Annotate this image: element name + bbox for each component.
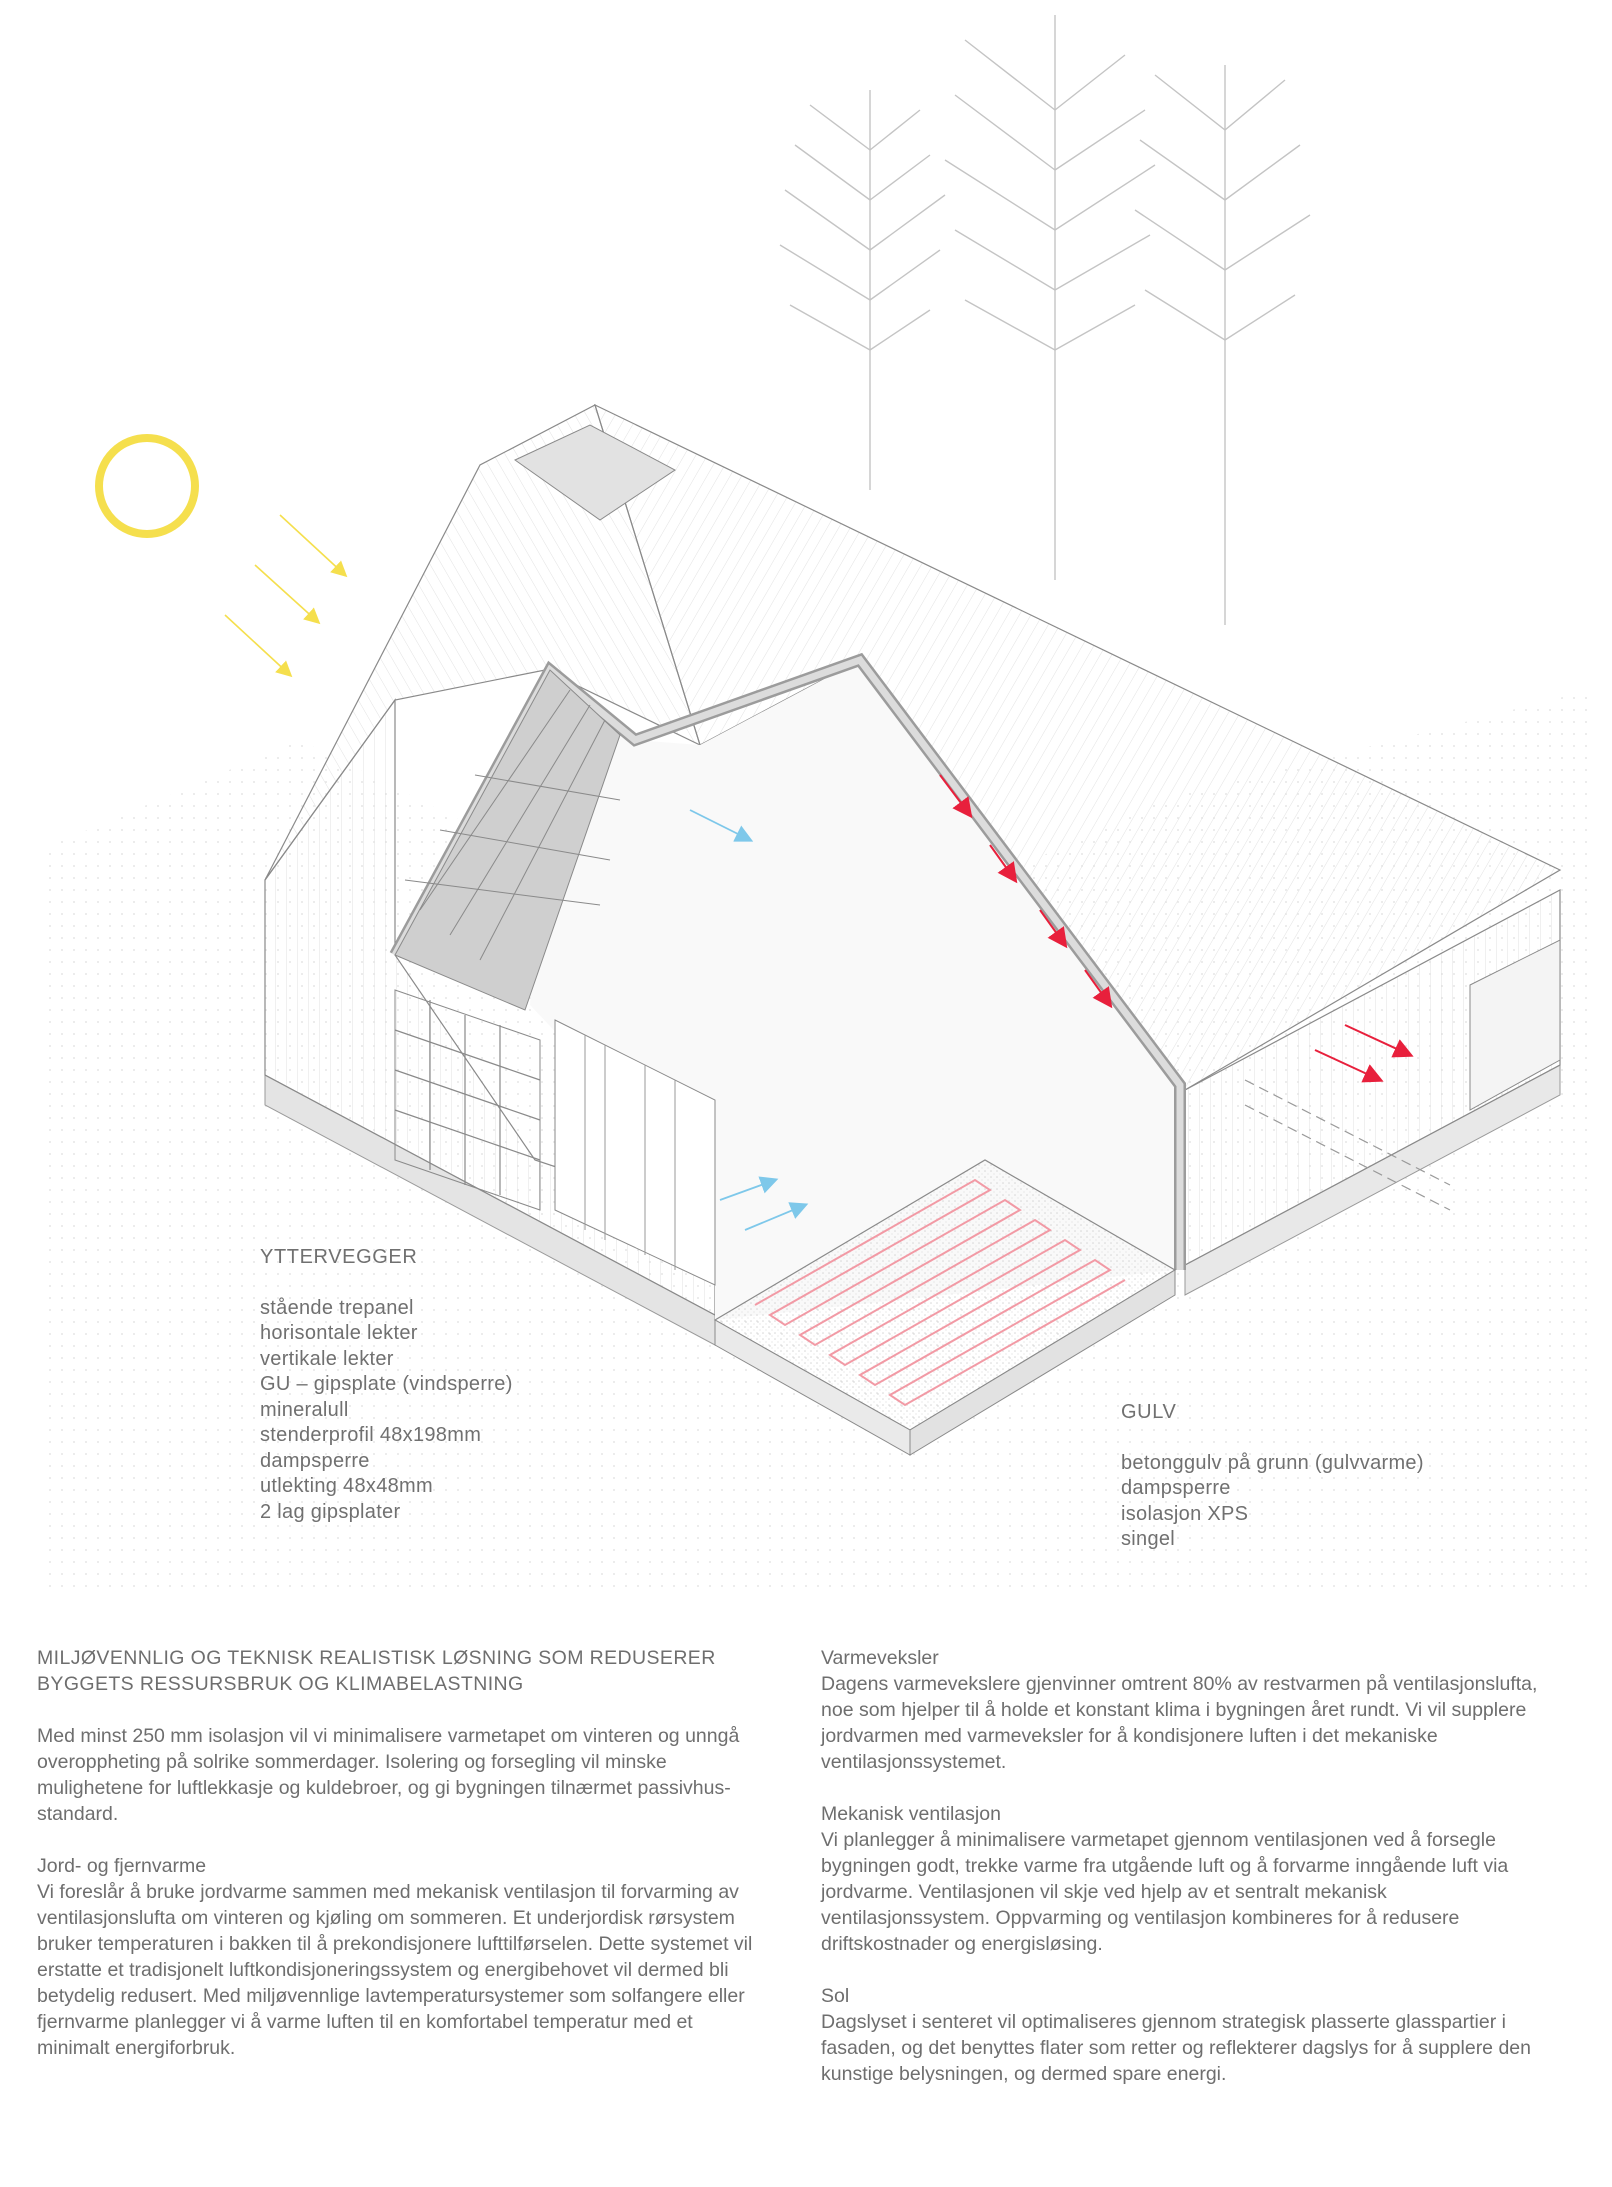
walls-heading: YTTERVEGGER [260,1246,418,1268]
section-body: Vi foreslår å bruke jordvarme sammen med mekanisk ventilasjon til forvarming av ventilasjonslufta om vinteren og kjøling om sommeren. Et underjordisk rørsystem bruker temperaturen i bakken til å prekondisjonere lufttilførselen. Dette systemet vil erstatte et tradisjonelt luftkondisjoneringssystem og energibehovet vil dermed bli betydelig redusert. Med miljøvennlige lavtemperatursystemer som solfangere eller fjernvarme planlegger vi å varme luften til en komfortabel temperatur med et minimalt energiforbruk. [37,1881,753,2059]
sun-icon [99,438,195,534]
text-column-left [37,1645,757,2087]
main-heading [37,1645,757,1697]
tree-icon [945,15,1155,580]
main-heading-line: BYGGETS RESSURSBRUK OG KLIMABELASTNING [37,1673,524,1695]
sunray-arrows [225,515,345,675]
section-heading: Sol [821,1985,850,2007]
walls-layer: mineralull [260,1398,349,1421]
walls-layer: stenderprofil 48x198mm [260,1424,482,1446]
floor-layer: singel [1121,1528,1176,1550]
section-sol [821,1983,1541,2087]
walls-layer: 2 lag gipsplater [260,1500,401,1523]
intro-paragraph: Med minst 250 mm isolasjon vil vi minimalisere varmetapet om vinteren og unngå overoppheting på solrike sommerdager. Isolering og forsegling vil minske mulighetene for luftlekkasje og kuldebroer, og gi bygningen tilnærmet passivhus-standard. [37,1725,740,1825]
walls-layer: vertikale lekter [260,1347,394,1370]
floor-layer: dampsperre [1121,1477,1231,1499]
walls-layer: stående trepanel [260,1296,414,1319]
floor-heading: GULV [1121,1401,1177,1423]
section-ventilasjon [821,1801,1541,1957]
section-jordvarme [37,1853,757,2061]
section-heading: Varmeveksler [821,1647,939,1669]
walls-legend [260,1245,513,1525]
walls-layer: horisontale lekter [260,1322,418,1344]
walls-layer: utlekting 48x48mm [260,1475,433,1497]
floor-layer: isolasjon XPS [1121,1502,1249,1525]
section-heading: Jord- og fjernvarme [37,1855,207,1877]
main-heading-line: MILJØVENNLIG OG TEKNISK REALISTISK LØSNING SOM REDUSERER [37,1647,716,1669]
text-column-right [821,1645,1541,2113]
walls-layer: dampsperre [260,1449,370,1472]
section-body: Vi planlegger å minimalisere varmetapet gjennom ventilasjonen ved å forsegle bygningen godt, trekke varme fra utgående luft og å forvarme inngående luft via jordvarme. Ventilasjonen vil skje ved hjelp av et sentralt mekanisk ventilasjonssystem. Oppvarming og ventilasjon kombineres for å redusere driftskostnader og energisløsing. [821,1829,1509,1955]
section-body: Dagens varmevekslere gjenvinner omtrent 80% av restvarmen på ventilasjonslufta, noe som hjelper til å holde et konstant klima i bygningen året rundt. Vi vil supplere jordvarmen med varmeveksler for å kondisjonere luften i det mekaniske ventilasjonssystemet. [821,1673,1538,1773]
floor-legend [1121,1400,1424,1553]
section-varmeveksler [821,1645,1541,1775]
section-heading: Mekanisk ventilasjon [821,1803,1001,1825]
walls-layer: GU – gipsplate (vindsperre) [260,1373,513,1395]
floor-layer: betonggulv på grunn (gulvvarme) [1121,1451,1424,1474]
tree-icon [780,90,945,490]
section-body: Dagslyset i senteret vil optimaliseres gjennom strategisk plasserte glasspartier i fasaden, og det benyttes flater som retter og reflekterer dagslys for å supplere den kunstige belysningen, og dermed spare energi. [821,2011,1531,2085]
tree-icon [1135,65,1310,625]
